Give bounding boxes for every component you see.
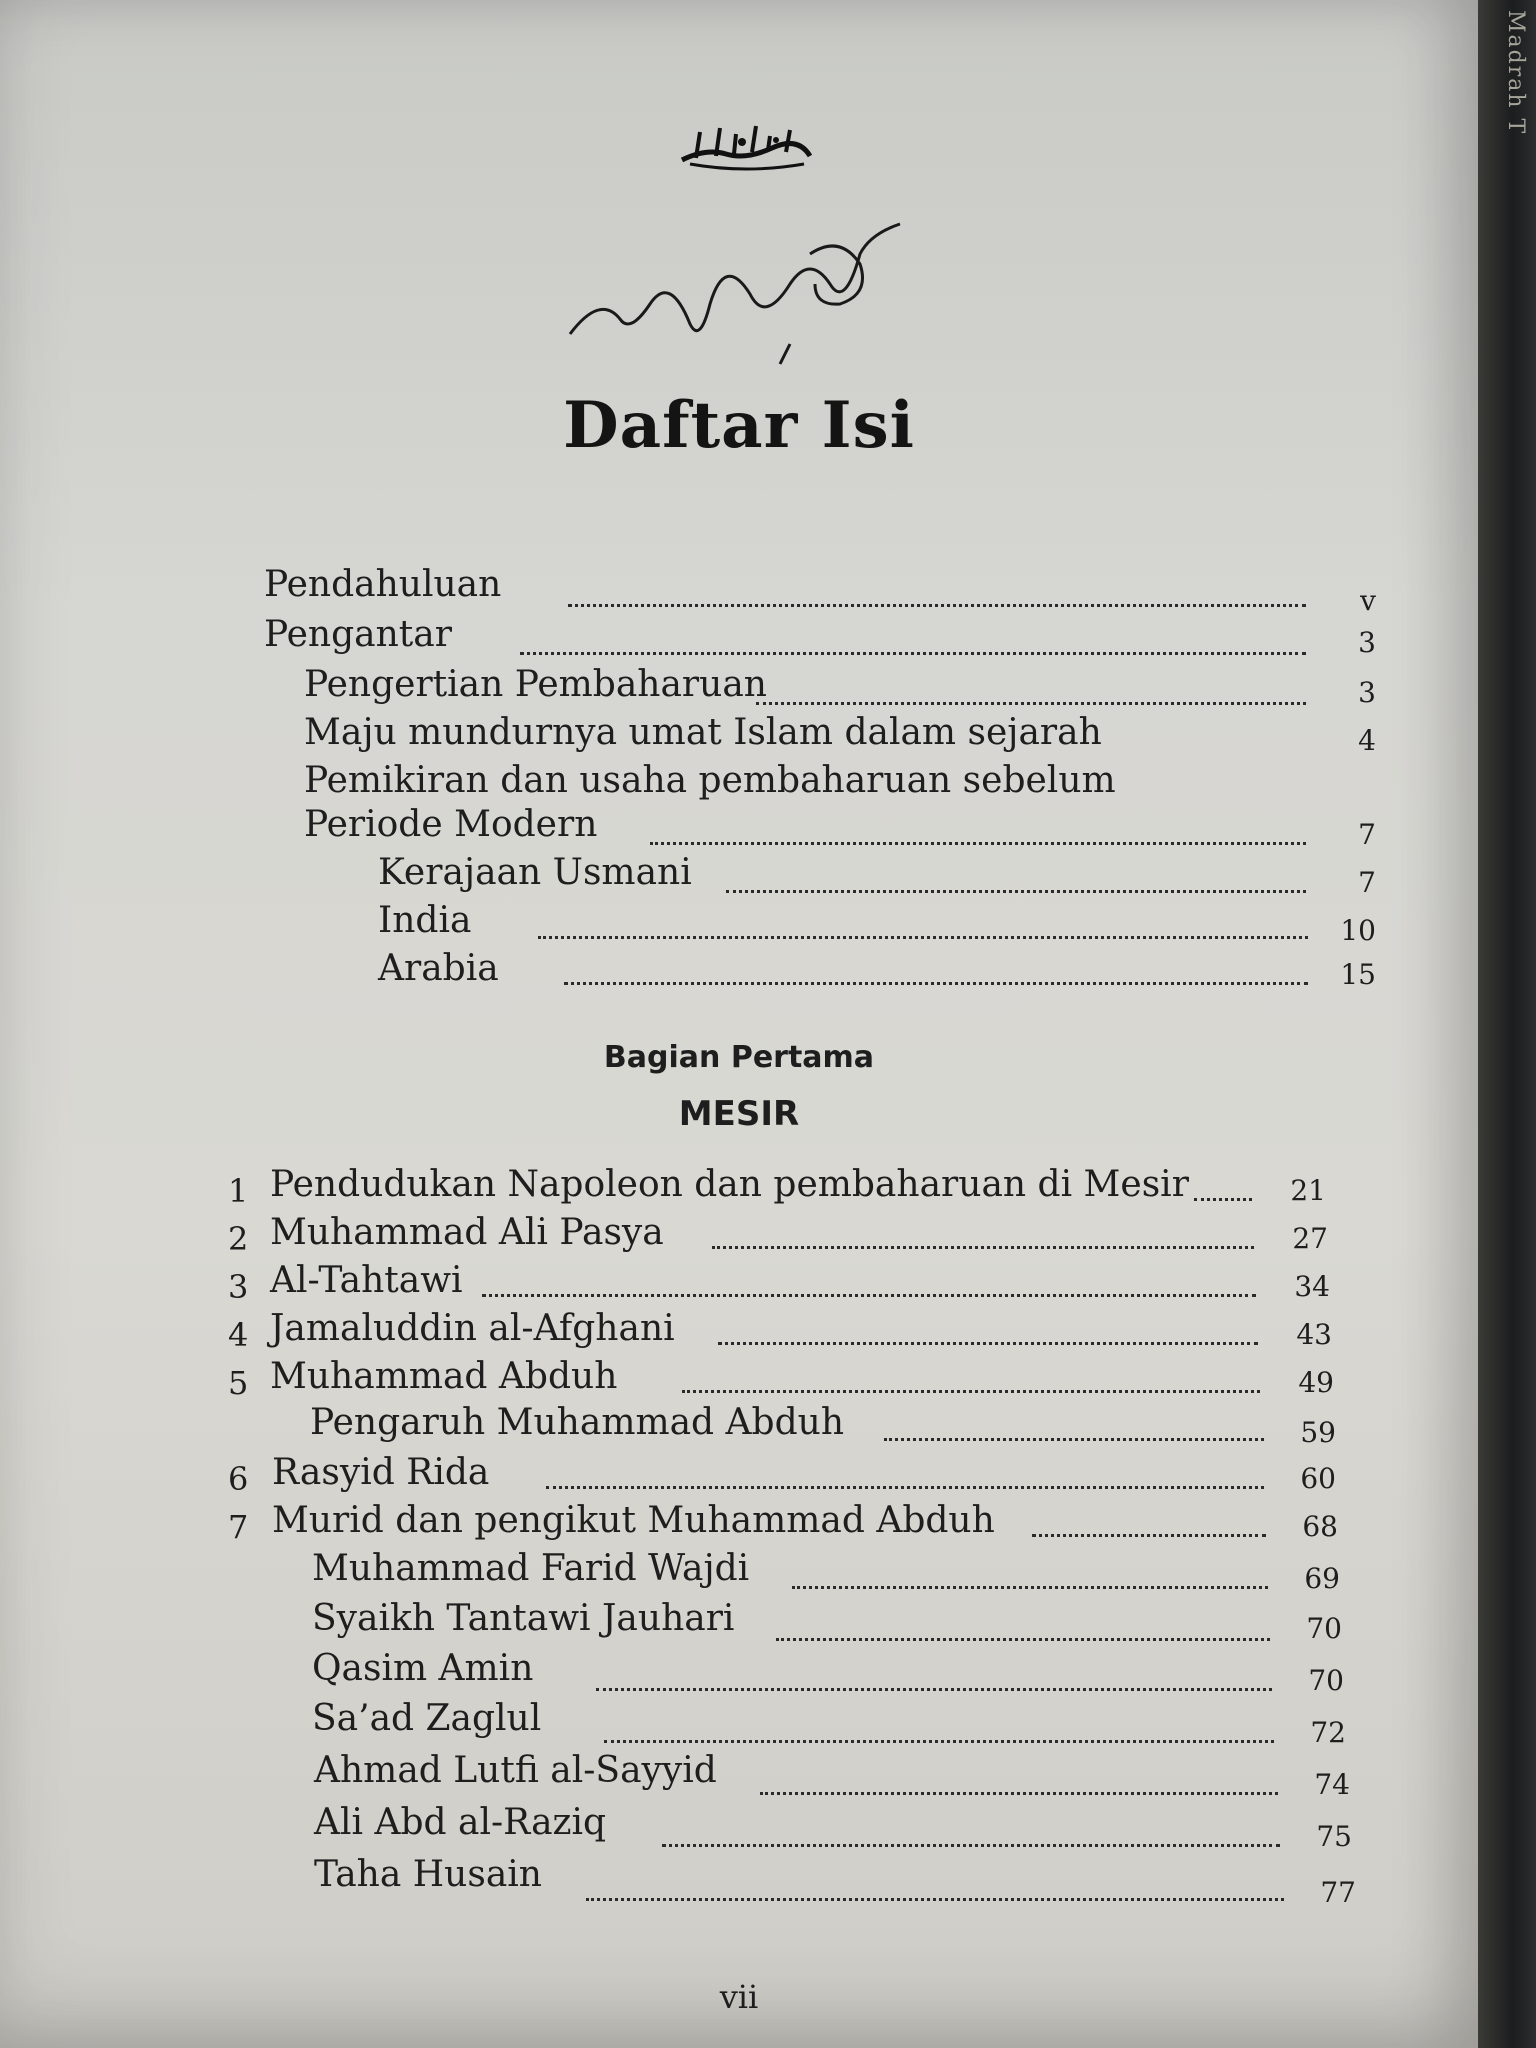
toc-entry-rasyid-rida[interactable] bbox=[228, 1452, 1340, 1496]
toc-page-number: 72 bbox=[1310, 1716, 1346, 1749]
toc-entry-ahmad-lutfi-al-sayyid[interactable] bbox=[314, 1750, 1350, 1801]
toc-entry-pemikiran-dan-usaha[interactable] bbox=[304, 760, 1314, 804]
chapter-number: 5 bbox=[228, 1364, 249, 1402]
chapter-number: 2 bbox=[228, 1220, 249, 1258]
toc-entry-label: Muhammad Ali Pasya bbox=[270, 1212, 664, 1253]
toc-entry-label: Murid dan pengikut Muhammad Abduh bbox=[272, 1500, 995, 1541]
toc-page-number: 34 bbox=[1294, 1270, 1330, 1303]
chapter-number: 3 bbox=[228, 1268, 249, 1306]
dot-leader bbox=[604, 1740, 1274, 1743]
toc-entry-saad-zaglul[interactable] bbox=[312, 1698, 1346, 1749]
dot-leader bbox=[520, 652, 1306, 655]
dot-leader bbox=[596, 1688, 1272, 1691]
toc-entry-syaikh-tantawi-jauhari[interactable] bbox=[312, 1598, 1342, 1645]
toc-page-number: 3 bbox=[1358, 626, 1376, 659]
page-folio: vii bbox=[719, 1978, 759, 2016]
toc-page-number: 70 bbox=[1306, 1612, 1342, 1645]
toc-entry-pengaruh-muhammad-abduh[interactable] bbox=[310, 1402, 1340, 1449]
chapter-number: 4 bbox=[228, 1316, 249, 1354]
dot-leader bbox=[1032, 1534, 1266, 1537]
dot-leader bbox=[712, 1246, 1254, 1249]
toc-entry-murid-dan-pengikut[interactable] bbox=[228, 1500, 1340, 1544]
dot-leader bbox=[586, 1898, 1284, 1901]
toc-entry-label: Taha Husain bbox=[314, 1854, 542, 1895]
dot-leader bbox=[884, 1438, 1264, 1441]
dot-leader bbox=[564, 982, 1308, 985]
toc-entry-jamaluddin-al-afghani[interactable] bbox=[228, 1308, 1338, 1352]
toc-entry-label: Pengertian Pembaharuan bbox=[304, 664, 767, 705]
toc-entry-label: Kerajaan Usmani bbox=[378, 852, 692, 893]
toc-entry-label: Pendudukan Napoleon dan pembaharuan di Mesir bbox=[270, 1164, 1189, 1205]
toc-entry-label: Arabia bbox=[378, 948, 499, 989]
toc-entry-label: Al-Tahtawi bbox=[270, 1260, 463, 1301]
toc-entry-qasim-amin[interactable] bbox=[312, 1648, 1344, 1697]
toc-entry-label: Pemikiran dan usaha pembaharuan sebelum bbox=[304, 760, 1116, 801]
toc-entry-label: Pendahuluan bbox=[264, 564, 502, 605]
dot-leader bbox=[482, 1294, 1256, 1297]
toc-page-number: 10 bbox=[1340, 914, 1376, 947]
toc-entry-ali-abd-al-raziq[interactable] bbox=[314, 1802, 1352, 1853]
toc-page-number: 77 bbox=[1320, 1876, 1356, 1909]
dot-leader bbox=[718, 1342, 1258, 1345]
toc-entry-arabia[interactable] bbox=[378, 948, 1376, 992]
toc-entry-label: Pengantar bbox=[264, 614, 452, 655]
dot-leader bbox=[726, 890, 1306, 893]
dot-leader bbox=[538, 936, 1308, 939]
toc-page-number: 75 bbox=[1316, 1820, 1352, 1853]
toc-entry-label: Sa’ad Zaglul bbox=[312, 1698, 542, 1739]
chapter-number: 1 bbox=[228, 1172, 249, 1210]
toc-page-number: 7 bbox=[1358, 866, 1376, 899]
toc-entry-india[interactable] bbox=[378, 900, 1376, 947]
toc-entry-al-tahtawi[interactable] bbox=[228, 1260, 1338, 1304]
dot-leader bbox=[568, 604, 1306, 607]
handwritten-signature bbox=[560, 214, 920, 374]
toc-entry-pendahuluan[interactable] bbox=[264, 564, 1376, 617]
dot-leader bbox=[776, 1638, 1270, 1641]
dot-leader bbox=[650, 842, 1306, 845]
toc-entry-label: Rasyid Rida bbox=[272, 1452, 490, 1493]
chapter-number: 7 bbox=[228, 1508, 249, 1546]
toc-entry-taha-husain[interactable] bbox=[314, 1854, 1356, 1909]
toc-entry-label: Maju mundurnya umat Islam dalam sejarah bbox=[304, 712, 1102, 753]
chapter-number: 6 bbox=[228, 1460, 249, 1498]
toc-entry-maju-mundurnya[interactable] bbox=[304, 712, 1376, 757]
page-title: Daftar Isi bbox=[563, 388, 915, 463]
dot-leader bbox=[760, 1792, 1278, 1795]
dot-leader bbox=[792, 1586, 1268, 1589]
toc-page-number: 74 bbox=[1314, 1768, 1350, 1801]
toc-entry-label: Syaikh Tantawi Jauhari bbox=[312, 1598, 735, 1639]
toc-page-number: 69 bbox=[1304, 1562, 1340, 1595]
toc-entry-label: Ali Abd al-Raziq bbox=[314, 1802, 607, 1843]
dot-leader bbox=[1194, 1198, 1252, 1201]
toc-entry-kerajaan-usmani[interactable] bbox=[378, 852, 1376, 899]
toc-page-number: 15 bbox=[1340, 958, 1376, 991]
toc-page-number: 43 bbox=[1296, 1318, 1332, 1351]
toc-entry-muhammad-abduh[interactable] bbox=[228, 1356, 1338, 1400]
part-title: MESIR bbox=[678, 1094, 800, 1134]
toc-entry-label: Periode Modern bbox=[304, 804, 598, 845]
dot-leader bbox=[662, 1844, 1280, 1847]
toc-entry-muhammad-farid-wajdi[interactable] bbox=[312, 1548, 1342, 1595]
dot-leader bbox=[756, 702, 1306, 705]
toc-entry-label: Muhammad Abduh bbox=[270, 1356, 618, 1397]
toc-page-number: 59 bbox=[1300, 1416, 1336, 1449]
spine-text: Madrah T bbox=[1503, 10, 1528, 136]
toc-entry-periode-modern[interactable] bbox=[304, 804, 1376, 851]
toc-entry-label: Pengaruh Muhammad Abduh bbox=[310, 1402, 845, 1443]
toc-entry-label: Ahmad Lutfi al-Sayyid bbox=[314, 1750, 717, 1791]
toc-page-number: 21 bbox=[1290, 1174, 1326, 1207]
toc-entry-label: India bbox=[378, 900, 472, 941]
toc-page-number: 49 bbox=[1298, 1366, 1334, 1399]
toc-page-number: 70 bbox=[1308, 1664, 1344, 1697]
toc-page-number: 60 bbox=[1300, 1462, 1336, 1495]
toc-page-number: v bbox=[1360, 584, 1376, 617]
toc-entry-muhammad-ali-pasya[interactable] bbox=[228, 1212, 1338, 1256]
toc-entry-label: Muhammad Farid Wajdi bbox=[312, 1548, 750, 1589]
toc-entry-label: Qasim Amin bbox=[312, 1648, 534, 1689]
toc-page-number: 7 bbox=[1358, 818, 1376, 851]
toc-entry-pengantar[interactable] bbox=[264, 614, 1376, 659]
toc-page-number: 3 bbox=[1358, 676, 1376, 709]
toc-entry-pengertian-pembaharuan[interactable] bbox=[304, 664, 1376, 709]
calligraphy-seal bbox=[676, 118, 816, 178]
toc-page-number: 68 bbox=[1302, 1510, 1338, 1543]
toc-entry-pendudukan-napoleon[interactable] bbox=[228, 1164, 1338, 1208]
toc-entry-label: Jamaluddin al-Afghani bbox=[270, 1308, 675, 1349]
dot-leader bbox=[546, 1486, 1264, 1489]
toc-page-number: 27 bbox=[1292, 1222, 1328, 1255]
toc-page-number: 4 bbox=[1358, 724, 1376, 757]
part-label: Bagian Pertama bbox=[603, 1040, 875, 1075]
dot-leader bbox=[682, 1390, 1260, 1393]
